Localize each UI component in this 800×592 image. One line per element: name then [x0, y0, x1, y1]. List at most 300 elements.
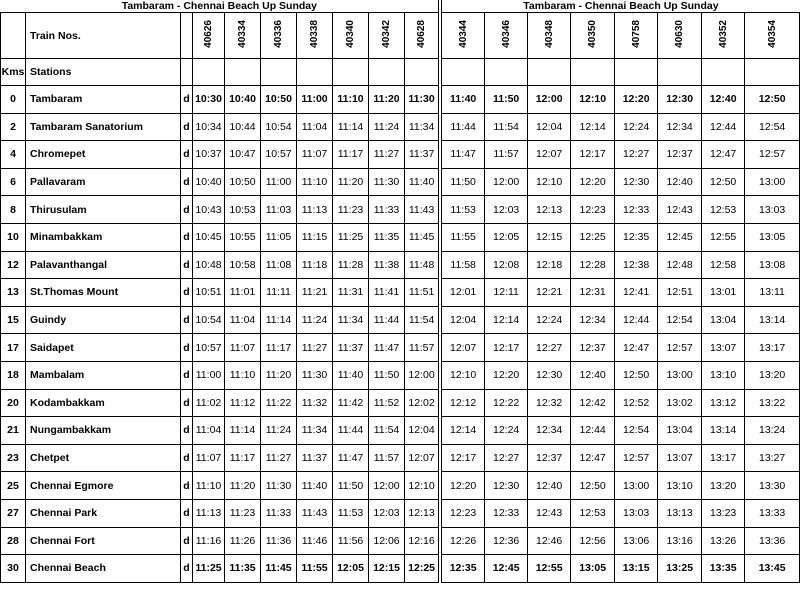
train-number: 40628: [416, 20, 428, 48]
time-cell: 12:12: [442, 389, 485, 417]
time-cell: 11:57: [369, 444, 405, 472]
time-cell: 12:34: [571, 306, 615, 334]
train-number: 40336: [273, 20, 284, 48]
time-cell: 12:30: [485, 472, 528, 500]
departure-flag: d: [181, 113, 193, 141]
section-title-left: Tambaram - Chennai Beach Up Sunday: [1, 0, 439, 13]
train-number-cell: [528, 13, 571, 59]
station-row: [1, 141, 800, 169]
time-cell: 11:15: [297, 223, 333, 251]
section-title-right: Tambaram - Chennai Beach Up Sunday: [442, 0, 800, 13]
time-cell: 11:17: [333, 141, 369, 169]
train-nos-label: Train Nos.: [26, 13, 181, 59]
time-cell: 12:23: [571, 196, 615, 224]
station-row: [1, 389, 800, 417]
time-cell: 12:14: [571, 113, 615, 141]
time-cell: 12:45: [658, 223, 702, 251]
km-cell: 6: [1, 168, 26, 196]
time-cell: 11:41: [369, 279, 405, 307]
time-cell: 13:04: [702, 306, 745, 334]
time-cell: 12:28: [571, 251, 615, 279]
time-cell: 12:25: [405, 555, 439, 583]
time-cell: 10:47: [225, 141, 261, 169]
time-cell: 12:10: [528, 168, 571, 196]
station-name: Chennai Egmore: [26, 472, 181, 500]
time-cell: 12:10: [405, 472, 439, 500]
time-cell: 13:24: [745, 417, 800, 445]
time-cell: 10:57: [193, 334, 225, 362]
time-cell: 11:04: [297, 113, 333, 141]
time-cell: 12:00: [485, 168, 528, 196]
km-cell: 27: [1, 499, 26, 527]
stations-label: Stations: [26, 59, 181, 86]
time-cell: 11:00: [193, 361, 225, 389]
header-blank-cell: [442, 59, 485, 86]
time-cell: 12:57: [745, 141, 800, 169]
time-cell: 11:30: [369, 168, 405, 196]
time-cell: 11:10: [333, 86, 369, 114]
time-cell: 11:53: [333, 499, 369, 527]
time-cell: 11:14: [333, 113, 369, 141]
time-cell: 11:35: [369, 223, 405, 251]
station-row: [1, 555, 800, 583]
time-cell: 11:13: [297, 196, 333, 224]
time-cell: 11:26: [225, 527, 261, 555]
kms-blank-cell: [1, 13, 26, 59]
time-cell: 12:10: [571, 86, 615, 114]
km-cell: 28: [1, 527, 26, 555]
time-cell: 12:08: [485, 251, 528, 279]
time-cell: 12:05: [333, 555, 369, 583]
train-number: 40338: [309, 20, 320, 48]
station-name: Tambaram: [26, 86, 181, 114]
time-cell: 11:05: [261, 223, 297, 251]
time-cell: 12:00: [369, 472, 405, 500]
departure-flag: d: [181, 251, 193, 279]
time-cell: 11:24: [369, 113, 405, 141]
time-cell: 12:33: [615, 196, 658, 224]
time-cell: 12:44: [615, 306, 658, 334]
header-blank-cell: [615, 59, 658, 86]
time-cell: 11:50: [442, 168, 485, 196]
stations-header-row: [1, 59, 800, 86]
train-number-cell: [333, 13, 369, 59]
time-cell: 11:22: [261, 389, 297, 417]
time-cell: 12:18: [528, 251, 571, 279]
time-cell: 11:47: [442, 141, 485, 169]
time-cell: 13:05: [571, 555, 615, 583]
time-cell: 11:55: [297, 555, 333, 583]
station-name: Tambaram Sanatorium: [26, 113, 181, 141]
time-cell: 11:25: [333, 223, 369, 251]
station-row: [1, 251, 800, 279]
station-name: Mambalam: [26, 361, 181, 389]
time-cell: 13:22: [745, 389, 800, 417]
time-cell: 11:10: [225, 361, 261, 389]
km-cell: 0: [1, 86, 26, 114]
time-cell: 13:02: [658, 389, 702, 417]
train-number: 40626: [203, 20, 214, 48]
train-number: 40350: [587, 20, 599, 48]
station-name: Nungambakkam: [26, 417, 181, 445]
departure-flag: d: [181, 444, 193, 472]
time-cell: 12:17: [571, 141, 615, 169]
time-cell: 10:48: [193, 251, 225, 279]
km-cell: 2: [1, 113, 26, 141]
time-cell: 12:14: [485, 306, 528, 334]
time-cell: 12:30: [528, 361, 571, 389]
time-cell: 11:23: [225, 499, 261, 527]
station-row: [1, 279, 800, 307]
departure-flag: d: [181, 527, 193, 555]
train-number: 40342: [381, 20, 392, 48]
time-cell: 12:03: [369, 499, 405, 527]
time-cell: 13:03: [745, 196, 800, 224]
time-cell: 12:37: [571, 334, 615, 362]
train-number-cell: [225, 13, 261, 59]
departure-flag: d: [181, 555, 193, 583]
time-cell: 12:20: [615, 86, 658, 114]
time-cell: 11:40: [442, 86, 485, 114]
time-cell: 12:02: [405, 389, 439, 417]
time-cell: 12:00: [405, 361, 439, 389]
time-cell: 11:35: [225, 555, 261, 583]
time-cell: 11:34: [333, 306, 369, 334]
time-cell: 11:37: [405, 141, 439, 169]
time-cell: 11:20: [225, 472, 261, 500]
time-cell: 12:04: [528, 113, 571, 141]
time-cell: 11:27: [261, 444, 297, 472]
time-cell: 11:40: [405, 168, 439, 196]
time-cell: 12:24: [528, 306, 571, 334]
km-cell: 21: [1, 417, 26, 445]
time-cell: 12:15: [528, 223, 571, 251]
time-cell: 12:25: [571, 223, 615, 251]
time-cell: 12:31: [571, 279, 615, 307]
time-cell: 12:51: [658, 279, 702, 307]
station-row: [1, 444, 800, 472]
time-cell: 12:16: [405, 527, 439, 555]
time-cell: 13:10: [658, 472, 702, 500]
time-cell: 13:16: [658, 527, 702, 555]
train-number-cell: [485, 13, 528, 59]
time-cell: 11:44: [333, 417, 369, 445]
km-cell: 23: [1, 444, 26, 472]
time-cell: 11:30: [261, 472, 297, 500]
train-number: 40352: [717, 20, 729, 48]
time-cell: 11:04: [193, 417, 225, 445]
time-cell: 11:03: [261, 196, 297, 224]
time-cell: 11:54: [405, 306, 439, 334]
time-cell: 11:16: [193, 527, 225, 555]
time-cell: 12:54: [745, 113, 800, 141]
station-name: Chennai Fort: [26, 527, 181, 555]
time-cell: 12:43: [658, 196, 702, 224]
time-cell: 12:54: [615, 417, 658, 445]
time-cell: 10:40: [225, 86, 261, 114]
header-blank-cell: [225, 59, 261, 86]
km-cell: 10: [1, 223, 26, 251]
train-number: 40348: [543, 20, 555, 48]
km-cell: 15: [1, 306, 26, 334]
time-cell: 12:57: [658, 334, 702, 362]
time-cell: 11:51: [405, 279, 439, 307]
header-blank-cell: [528, 59, 571, 86]
time-cell: 10:53: [225, 196, 261, 224]
time-cell: 13:14: [745, 306, 800, 334]
time-cell: 12:24: [615, 113, 658, 141]
header-blank-cell: [369, 59, 405, 86]
time-cell: 10:50: [261, 86, 297, 114]
train-number: 40354: [766, 20, 778, 48]
time-cell: 11:07: [297, 141, 333, 169]
time-cell: 11:20: [261, 361, 297, 389]
time-cell: 11:50: [485, 86, 528, 114]
train-number: 40334: [237, 20, 248, 48]
km-cell: 25: [1, 472, 26, 500]
km-cell: 4: [1, 141, 26, 169]
departure-flag: d: [181, 279, 193, 307]
time-cell: 12:13: [405, 499, 439, 527]
time-cell: 13:12: [702, 389, 745, 417]
time-cell: 13:36: [745, 527, 800, 555]
train-number: 40630: [674, 20, 686, 48]
time-cell: 13:00: [615, 472, 658, 500]
time-cell: 12:21: [528, 279, 571, 307]
time-cell: 11:50: [369, 361, 405, 389]
time-cell: 11:42: [333, 389, 369, 417]
time-cell: 10:45: [193, 223, 225, 251]
time-cell: 11:20: [369, 86, 405, 114]
station-name: Saidapet: [26, 334, 181, 362]
time-cell: 12:27: [485, 444, 528, 472]
time-cell: 12:36: [485, 527, 528, 555]
time-cell: 12:50: [615, 361, 658, 389]
time-cell: 12:07: [442, 334, 485, 362]
time-cell: 13:20: [702, 472, 745, 500]
time-cell: 12:37: [658, 141, 702, 169]
km-cell: 30: [1, 555, 26, 583]
time-cell: 12:17: [442, 444, 485, 472]
header-blank-cell: [485, 59, 528, 86]
time-cell: 11:14: [261, 306, 297, 334]
flag-header-blank: [181, 59, 193, 86]
km-cell: 12: [1, 251, 26, 279]
kms-label: Kms: [1, 59, 26, 86]
time-cell: 11:30: [297, 361, 333, 389]
time-cell: 13:11: [745, 279, 800, 307]
time-cell: 11:43: [297, 499, 333, 527]
time-cell: 11:08: [261, 251, 297, 279]
time-cell: 11:45: [405, 223, 439, 251]
time-cell: 11:52: [369, 389, 405, 417]
train-number: 40758: [630, 20, 642, 48]
time-cell: 11:36: [261, 527, 297, 555]
time-cell: 13:00: [745, 168, 800, 196]
time-cell: 12:23: [442, 499, 485, 527]
time-cell: 13:33: [745, 499, 800, 527]
station-name: Chromepet: [26, 141, 181, 169]
time-cell: 12:50: [702, 168, 745, 196]
time-cell: 13:17: [745, 334, 800, 362]
time-cell: 12:27: [615, 141, 658, 169]
km-cell: 8: [1, 196, 26, 224]
departure-flag: d: [181, 361, 193, 389]
time-cell: 11:25: [193, 555, 225, 583]
station-row: [1, 472, 800, 500]
time-cell: 10:44: [225, 113, 261, 141]
km-cell: 18: [1, 361, 26, 389]
train-number-cell: [297, 13, 333, 59]
time-cell: 12:55: [702, 223, 745, 251]
time-cell: 12:22: [485, 389, 528, 417]
time-cell: 11:04: [225, 306, 261, 334]
time-cell: 12:34: [528, 417, 571, 445]
header-blank-cell: [261, 59, 297, 86]
time-cell: 12:40: [702, 86, 745, 114]
train-number-cell: [442, 13, 485, 59]
time-cell: 11:57: [405, 334, 439, 362]
time-cell: 13:25: [658, 555, 702, 583]
time-cell: 10:54: [193, 306, 225, 334]
time-cell: 10:57: [261, 141, 297, 169]
time-cell: 11:54: [485, 113, 528, 141]
time-cell: 10:34: [193, 113, 225, 141]
km-cell: 17: [1, 334, 26, 362]
departure-flag: d: [181, 168, 193, 196]
time-cell: 12:44: [571, 417, 615, 445]
time-cell: 13:26: [702, 527, 745, 555]
time-cell: 10:40: [193, 168, 225, 196]
station-name: Palavanthangal: [26, 251, 181, 279]
time-cell: 11:32: [297, 389, 333, 417]
time-cell: 12:33: [485, 499, 528, 527]
time-cell: 13:00: [658, 361, 702, 389]
departure-flag: d: [181, 223, 193, 251]
time-cell: 13:07: [658, 444, 702, 472]
time-cell: 11:11: [261, 279, 297, 307]
time-cell: 13:08: [745, 251, 800, 279]
train-number-cell: [702, 13, 745, 59]
time-cell: 11:17: [261, 334, 297, 362]
time-cell: 13:05: [745, 223, 800, 251]
time-cell: 12:05: [485, 223, 528, 251]
time-cell: 11:01: [225, 279, 261, 307]
time-cell: 12:53: [702, 196, 745, 224]
station-name: Kodambakkam: [26, 389, 181, 417]
station-row: [1, 417, 800, 445]
time-cell: 12:06: [369, 527, 405, 555]
train-number-cell: [369, 13, 405, 59]
station-row: [1, 334, 800, 362]
time-cell: 11:56: [333, 527, 369, 555]
time-cell: 13:23: [702, 499, 745, 527]
time-cell: 12:56: [571, 527, 615, 555]
time-cell: 10:43: [193, 196, 225, 224]
station-name: St.Thomas Mount: [26, 279, 181, 307]
time-cell: 13:30: [745, 472, 800, 500]
train-number-cell: [193, 13, 225, 59]
time-cell: 11:31: [333, 279, 369, 307]
time-cell: 10:37: [193, 141, 225, 169]
time-cell: 11:07: [225, 334, 261, 362]
time-cell: 11:58: [442, 251, 485, 279]
time-cell: 12:26: [442, 527, 485, 555]
station-row: [1, 223, 800, 251]
time-cell: 11:47: [333, 444, 369, 472]
header-blank-cell: [571, 59, 615, 86]
time-cell: 12:46: [528, 527, 571, 555]
time-cell: 12:48: [658, 251, 702, 279]
time-cell: 10:50: [225, 168, 261, 196]
time-cell: 12:45: [485, 555, 528, 583]
time-cell: 11:40: [297, 472, 333, 500]
time-cell: 12:55: [528, 555, 571, 583]
train-numbers-row: [1, 13, 800, 59]
time-cell: 11:34: [297, 417, 333, 445]
time-cell: 11:13: [193, 499, 225, 527]
time-cell: 12:50: [745, 86, 800, 114]
time-cell: 13:17: [702, 444, 745, 472]
time-cell: 13:14: [702, 417, 745, 445]
departure-flag: d: [181, 417, 193, 445]
time-cell: 12:07: [528, 141, 571, 169]
time-cell: 11:46: [297, 527, 333, 555]
km-cell: 20: [1, 389, 26, 417]
station-row: [1, 113, 800, 141]
time-cell: 12:54: [658, 306, 702, 334]
time-cell: 12:52: [615, 389, 658, 417]
departure-flag: d: [181, 389, 193, 417]
time-cell: 11:21: [297, 279, 333, 307]
time-cell: 11:17: [225, 444, 261, 472]
time-cell: 11:47: [369, 334, 405, 362]
time-cell: 13:03: [615, 499, 658, 527]
time-cell: 11:37: [297, 444, 333, 472]
time-cell: 12:11: [485, 279, 528, 307]
header-blank-cell: [405, 59, 439, 86]
station-name: Chetpet: [26, 444, 181, 472]
time-cell: 12:47: [615, 334, 658, 362]
time-cell: 13:15: [615, 555, 658, 583]
time-cell: 11:38: [369, 251, 405, 279]
time-cell: 13:35: [702, 555, 745, 583]
time-cell: 11:50: [333, 472, 369, 500]
station-row: [1, 86, 800, 114]
time-cell: 12:42: [571, 389, 615, 417]
station-name: Chennai Beach: [26, 555, 181, 583]
time-cell: 11:00: [261, 168, 297, 196]
train-number-cell: [658, 13, 702, 59]
time-cell: 12:17: [485, 334, 528, 362]
departure-flag: d: [181, 141, 193, 169]
time-cell: 11:02: [193, 389, 225, 417]
station-row: [1, 196, 800, 224]
time-cell: 11:57: [485, 141, 528, 169]
time-cell: 11:27: [297, 334, 333, 362]
time-cell: 12:47: [702, 141, 745, 169]
time-cell: 11:00: [297, 86, 333, 114]
train-number: 40344: [457, 20, 469, 48]
time-cell: 12:35: [442, 555, 485, 583]
time-cell: 12:44: [702, 113, 745, 141]
time-cell: 11:28: [333, 251, 369, 279]
station-name: Guindy: [26, 306, 181, 334]
station-name: Chennai Park: [26, 499, 181, 527]
time-cell: 11:45: [261, 555, 297, 583]
time-cell: 12:07: [405, 444, 439, 472]
time-cell: 13:20: [745, 361, 800, 389]
